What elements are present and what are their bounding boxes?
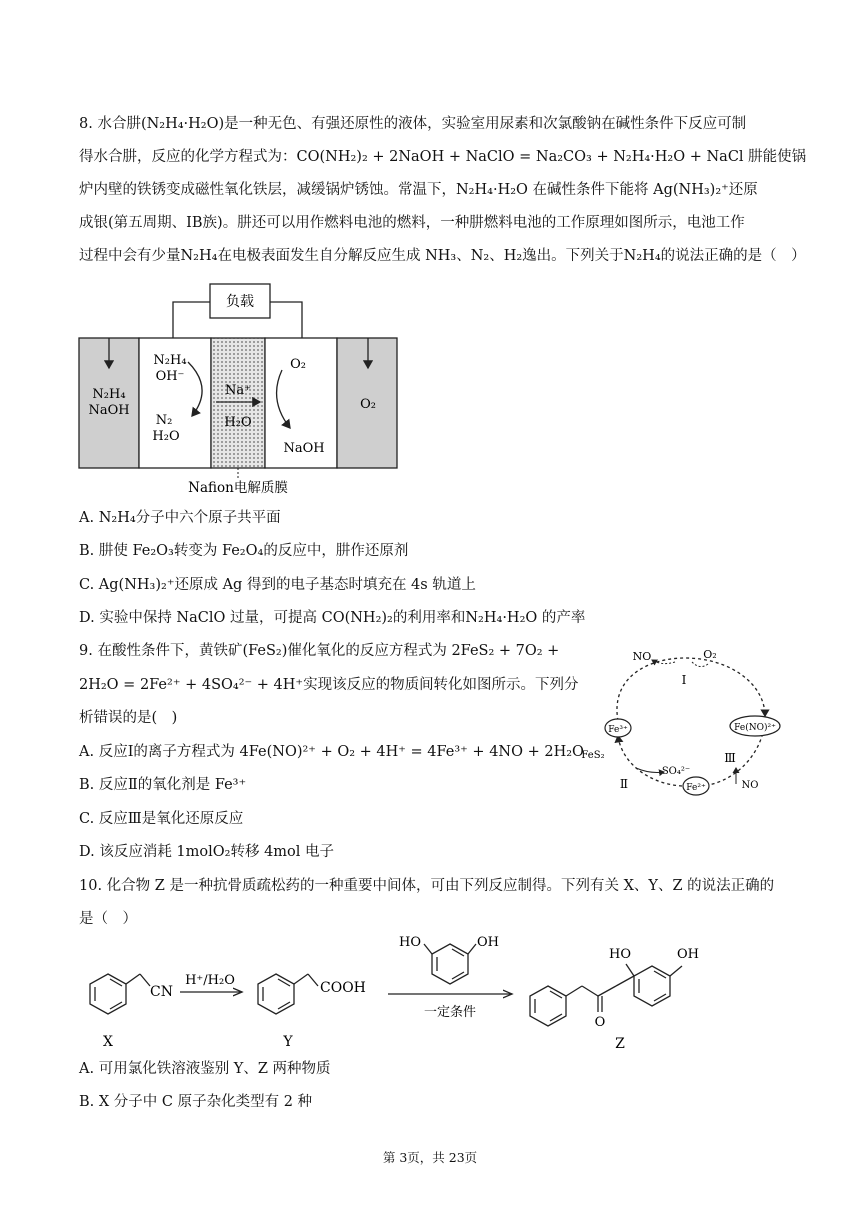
arrow1-reagent: H⁺/H₂O [185,973,235,988]
q8-stem-line: 炉内壁的铁锈变成磁性氧化铁层，减缓锅炉锈蚀。常温下，N₂H₄·H₂O 在碱性条件下能将 Ag(NH₃)₂⁺还原 [79,182,758,198]
nafion-membrane [211,338,265,468]
anode-n2: N₂ [155,413,173,428]
z-carbonyl-o: O [594,1015,606,1030]
q9-stem-line: 2H₂O = 2Fe²⁺ + 4SO₄²⁻ + 4H⁺实现该反应的物质间转化如图所示。下列分 [79,677,579,693]
membrane-h2o: H₂O [224,415,252,430]
cycle-o2: O₂ [703,648,717,661]
cycle-no-bottom: NO [741,780,759,791]
q8-stem-line: 成银(第五周期、ⅠB族)。肼还可以用作燃料电池的燃料，一种肼燃料电池的工作原理如图所示，电池工作 [79,215,745,231]
cycle-fe-no: Fe(NO)²⁺ [734,723,776,733]
page-footer: 第 3页，共 23页 [382,1150,478,1165]
q8-stem-line: 过程中会有少量N₂H₄在电极表面发生自分解反应生成 NH₃、N₂、H₂逸出。下列关于N₂H₄的说法正确的是（ ） [79,248,806,264]
resorcinol [424,944,476,984]
option-a[interactable]: A. 可用氯化铁溶液鉴别 Y、Z 两种物质 [79,1061,331,1077]
cycle-fe2: Fe²⁺ [686,783,706,793]
option-d[interactable]: D. 实验中保持 NaClO 过量，可提高 CO(NH₂)₂的利用率和N₂H₄·H₂O 的产率 [79,610,586,626]
q8-stem-line: 8. 水合肼(N₂H₄·H₂O)是一种无色、有强还原性的液体，实验室用尿素和次氯酸钠在碱性条件下反应可制 [79,116,747,132]
option-a[interactable]: A. 反应Ⅰ的离子方程式为 4Fe(NO)²⁺ + O₂ + 4H⁺ = 4Fe³⁺ + 4NO + 2H₂O [79,744,584,760]
resorcinol-oh-right: OH [477,935,499,950]
anode-h2o: H₂O [152,429,180,444]
q10-stem-line: 10. 化合物 Z 是一种抗骨质疏松药的一种重要中间体，可由下列反应制得。下列有关 X、Y、Z 的说法正确的 [79,878,775,894]
cathode-o2: O₂ [290,357,306,372]
membrane-caption: Nafion电解质膜 [188,480,288,496]
left-inlet-naoh: NaOH [88,403,130,418]
option-d[interactable]: D. 该反应消耗 1molO₂转移 4mol 电子 [79,844,335,860]
option-c[interactable]: C. 反应Ⅲ是氧化还原反应 [79,811,244,827]
anode-n2h4: N₂H₄ [153,353,187,368]
option-b[interactable]: B. 肼使 Fe₂O₃转变为 Fe₂O₄的反应中，肼作还原剂 [79,543,409,559]
q8-stem-line: 得水合肼，反应的化学方程式为：CO(NH₂)₂ + 2NaOH + NaClO = Na₂CO₃ + N₂H₄·H₂O + NaCl 肼能使锅 [79,149,807,165]
load-label: 负载 [226,294,254,310]
cycle-step-1: Ⅰ [681,673,687,687]
fuel-cell-diagram [76,276,421,498]
reaction-scheme [70,926,730,1054]
anode-oh: OH⁻ [155,369,185,384]
option-a[interactable]: A. N₂H₄分子中六个原子共平面 [79,510,281,526]
compound-y [258,974,318,1014]
fes2-cycle-diagram [580,636,790,806]
option-c[interactable]: C. Ag(NH₃)₂⁺还原成 Ag 得到的电子基态时填充在 4s 轨道上 [79,577,476,593]
right-inlet-o2: O₂ [360,397,376,412]
cycle-no-top: NO [632,650,652,663]
option-b[interactable]: B. 反应Ⅱ的氧化剂是 Fe³⁺ [79,777,247,793]
y-cooh-group: COOH [320,980,366,996]
cycle-step-3: Ⅲ [724,751,736,765]
z-oh-right: OH [677,947,699,962]
q10-stem-line: 是（ ） [79,911,137,927]
x-cn-group: CN [150,984,173,1000]
label-x: X [103,1034,113,1050]
q9-stem-line: 析错误的是( ) [79,710,178,726]
resorcinol-oh-left: HO [399,935,421,950]
compound-x [90,974,150,1014]
label-z: Z [615,1036,625,1052]
label-y: Y [283,1034,293,1050]
z-oh-left: HO [609,947,631,962]
q9-stem-line: 9. 在酸性条件下，黄铁矿(FeS₂)催化氧化的反应方程式为 2FeS₂ + 7O₂ + [79,643,560,659]
ion-na: Na⁺ [225,383,251,398]
cycle-fe3: Fe³⁺ [608,725,628,735]
cathode-naoh: NaOH [283,441,325,456]
cycle-step-2: Ⅱ [619,777,629,791]
compound-z [530,964,682,1026]
cycle-fes2: FeS₂ [581,750,605,761]
cycle-so4: SO₄²⁻ [661,766,691,777]
left-inlet-n2h4: N₂H₄ [92,387,126,402]
arrow2-condition: 一定条件 [423,1005,477,1020]
option-b[interactable]: B. X 分子中 C 原子杂化类型有 2 种 [79,1094,313,1110]
